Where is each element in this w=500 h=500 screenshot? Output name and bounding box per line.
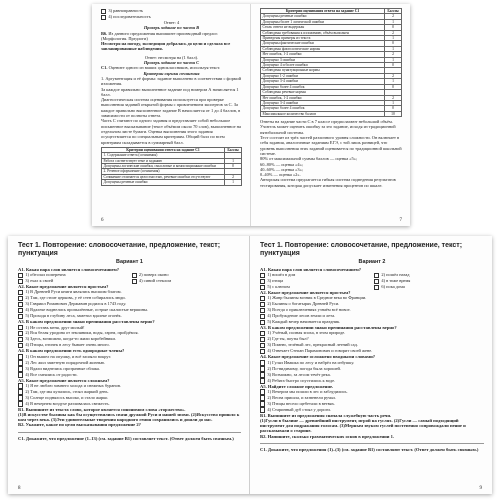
option-label: 1) В Древней Руси книги являлись высшим благом. xyxy=(25,289,122,295)
table-header: Баллы xyxy=(225,147,242,152)
option-label: 1) Учёный, полная эпоха, в этом природе. xyxy=(267,330,346,336)
page-8 xyxy=(8,236,250,494)
question-a5: А5. Какое предложение является сложным? xyxy=(18,377,110,383)
criteria-table xyxy=(101,147,242,186)
table-cell: 0 xyxy=(225,164,242,169)
option-label: 3) Всегда о приключениях узнаём всё новое. xyxy=(267,307,351,313)
question-a3: А3. В каком предложении знаки препинания расставлены верно? xyxy=(260,325,397,331)
table-cell: 1 xyxy=(385,19,402,24)
test-title: Тест 1. Повторение: словосочетание, предложение, текст; пунктуация xyxy=(18,242,221,257)
checkbox-icon[interactable] xyxy=(18,325,23,330)
checkbox-icon[interactable] xyxy=(18,366,23,371)
table-cell: 2 xyxy=(225,174,242,179)
checkbox-icon[interactable] xyxy=(18,401,23,406)
checkbox-icon[interactable] xyxy=(18,290,23,295)
table-cell: 1 xyxy=(385,100,402,105)
checkbox-icon[interactable] xyxy=(260,378,265,383)
page-6 xyxy=(92,4,251,226)
task-text: Оцените одного из ваших одноклассников, используя текст. xyxy=(108,65,221,71)
section-heading: Проверь задание по части С xyxy=(143,60,200,66)
table-cell: Приведены примеры из текста xyxy=(261,36,385,41)
question-a2: А2. Какое предложение является простым? xyxy=(260,290,351,296)
question-b1: В1. Выпишите из текста слово, которое является синонимом слова «торжество». xyxy=(18,406,186,412)
table-cell: 2 xyxy=(385,95,402,100)
table-cell: 1 xyxy=(225,158,242,163)
question-a5: А5. Найдите сложное предложение. xyxy=(260,383,334,389)
table-cell: Допущены фактические ошибки xyxy=(261,41,385,46)
option-label: 2) пошёл назад xyxy=(381,272,410,278)
table-cell: 1 xyxy=(385,79,402,84)
body-paragraph: Тест состоит из трёх частей различного уровня сложности. Он включает в себя задания, аналогичные заданиям ЕГЭ, с той лишь разницей, что уровень выполнения этих заданий оценивается по традиционной школьной системе. xyxy=(260,135,402,156)
checkbox-icon[interactable] xyxy=(18,337,23,342)
option-label: 1) Не оставь меня, друг милый! xyxy=(25,324,85,330)
table-cell: Соблюдены речевые нормы xyxy=(261,90,385,95)
checkbox-icon[interactable] xyxy=(260,314,265,319)
checklist-text: 4) последовательность xyxy=(108,13,151,19)
option-label: 1) Я не люблю зимнего холода и снежных буранов. xyxy=(25,382,122,388)
option-label: 4) Ребята быстро спустились к воде. xyxy=(267,377,336,383)
table-cell: 0 xyxy=(385,41,402,46)
checkbox-icon[interactable] xyxy=(18,389,23,394)
table-cell: Допущено 3-4 ошибки xyxy=(261,100,385,105)
question-a4: А4. В каком предложении есть однородные члены? xyxy=(18,348,125,354)
variant-heading: Вариант 1 xyxy=(116,259,143,265)
table-cell: 1 xyxy=(225,180,242,185)
option-label: 1) обеспал поперечна xyxy=(25,272,66,278)
table-cell: 0 xyxy=(385,25,402,30)
task-b6 xyxy=(101,31,242,42)
checkbox-icon[interactable] xyxy=(260,331,265,336)
page-number: 7 xyxy=(399,218,402,223)
table-header: Критерии оценивания ответа на задание С1 xyxy=(261,9,385,14)
checkbox-icon[interactable] xyxy=(260,337,265,342)
question-a2: А2. Какое предложение является простым? xyxy=(18,284,109,290)
table-cell: 1 xyxy=(385,46,402,51)
checkbox-icon[interactable] xyxy=(260,296,265,301)
table-cell: Допущены речевые ошибки xyxy=(102,180,225,185)
checkbox-icon[interactable] xyxy=(18,360,23,365)
option-label: 2) Былины о богатырях Древней Руси. xyxy=(267,301,340,307)
option-label: 4) Вдалеке виднелись пропылённые, острые скалистые вершины. xyxy=(25,307,149,313)
body-paragraph: Ответы на задание части С в 7 классе предполагают небольшой объём. Учитель может оценить ошибку за это задание, исходя из традиционной пятибалльной системы. xyxy=(260,119,396,135)
answer-b5: Ответ: 4 xyxy=(163,19,180,25)
question-a1: А1. Какая пара слов является словосочетанием? xyxy=(260,267,362,272)
option-label: 4) Старинный дуб стоял у дороги. xyxy=(267,406,331,412)
option-label: 2) Там, где стоит церковь, у её стен собирались люди. xyxy=(25,295,126,301)
checkbox-icon xyxy=(101,9,106,14)
table-header: Баллы xyxy=(385,9,402,14)
question-b2: В2. Укажите, какое по цели высказывания предложение 2? xyxy=(18,422,141,428)
option-label: 2) Весна пришла, и зазвенели ручьи. xyxy=(267,394,336,400)
option-label: 4) Отвечает Степан Парамонович и говорит своей жене. xyxy=(267,348,373,354)
table-cell: Сочинение отличается целостностью, речевые ошибки отсутствуют xyxy=(102,174,225,179)
table-cell: 1 xyxy=(385,57,402,62)
answer-options xyxy=(260,272,484,290)
top-book-spread xyxy=(92,4,410,226)
task-ref: (Морфология. Предлоги) xyxy=(101,35,148,41)
question-b1: В1. Выпишите из предложения сначала служебную часть речи. xyxy=(260,412,392,418)
task-label: С1. xyxy=(101,65,108,71)
option-label: 4) в тоже время xyxy=(381,278,411,284)
table-cell: 0 xyxy=(385,106,402,111)
table-cell: 2 xyxy=(385,30,402,35)
answer-b6: Ответ: несмотря на (1 балл). xyxy=(144,54,199,60)
task-text: Из данного предложения выпишите производный предлог. xyxy=(108,30,218,36)
section-heading: Проверь задание по части В xyxy=(143,25,200,31)
table-cell: 2 xyxy=(385,14,402,19)
table-cell: 10 xyxy=(385,111,402,116)
table-cell: 2 xyxy=(385,52,402,57)
checkbox-icon[interactable] xyxy=(18,354,23,359)
table-row xyxy=(102,180,242,185)
table-cell: Соблюдены фактологические нормы xyxy=(261,46,385,51)
table-cell: 2. Речевое оформление (сочинения) xyxy=(102,169,225,174)
page-9 xyxy=(250,236,492,494)
option-label: 4) Все смеялись от радости. xyxy=(25,371,78,377)
question-c1: С1. Докажите, что предложения (1)–(3) (см. задание В1) составляют текст. (Ответ должен быть связным.) xyxy=(260,447,479,453)
scale-item: 0–40% — оценка «2». xyxy=(260,172,301,178)
table-cell: Допущено 1-2 ошибки xyxy=(261,73,385,78)
option-label: 4) В вечернем воздухе разливалась свежесть. xyxy=(25,400,110,406)
option-label: 2) Там, где мы купались, стоял жаркий день. xyxy=(25,388,109,394)
test-title: Тест 1. Повторение: словосочетание, предложение, текст; пунктуация xyxy=(260,242,463,257)
table-cell: Допущено 3-4 ошибки xyxy=(261,79,385,84)
option-label: 3) Птицы весело щебетали в ветвях. xyxy=(267,400,335,406)
checkbox-icon[interactable] xyxy=(132,279,137,284)
table-cell: Стиль ответа не выдержан xyxy=(261,25,385,30)
table-cell: 2 xyxy=(385,73,402,78)
option-label: 3) Помню, зелёный лес, прекрасный летний сад. xyxy=(267,342,358,348)
checkbox-icon[interactable] xyxy=(260,407,265,412)
checkbox-icon[interactable] xyxy=(18,372,23,377)
page-7 xyxy=(251,4,410,226)
option-label: 3) Возможно, за лесом течёт река. xyxy=(267,371,331,377)
checkbox-icon xyxy=(101,15,106,20)
question-c1: С1. Докажите, что предложение (1–13) (см. задание В1) составляет текст. (Ответ должен быть связным.) xyxy=(18,436,234,442)
quoted-text: (1)В искусстве былины как бы осуществились связи дружной Руси и нашей эпохи. (2)Искусство пришло к нам через века. (3)Эти удивительные творения народного гения сохранились и дошли до нас. xyxy=(18,411,240,423)
table-cell: Нет ошибок, 1-2 ошибки xyxy=(261,52,385,57)
answer-option[interactable] xyxy=(374,284,484,290)
table-cell: Нет ошибок, 1-2 ошибки xyxy=(261,95,385,100)
variant-heading: Вариант 2 xyxy=(358,259,386,265)
scale-item: 40–60% — оценка «3»; xyxy=(260,166,303,172)
body-paragraph: Авторская система предлагается гибкая система подведения результатов тестирования, которая допускает изменения процентов по шкале. xyxy=(260,177,396,188)
table-cell: 0 xyxy=(385,63,402,68)
table-cell: Максимальное количество баллов xyxy=(261,111,385,116)
scale-item: 80% от максимальной суммы баллов — оценка «5»; xyxy=(260,156,358,162)
criteria-paragraph: 1. Аргументация и её формы: задание выполнено в соответствии с формой изложения. xyxy=(101,75,242,87)
checkbox-icon[interactable] xyxy=(260,389,265,394)
table-header: Критерии оценивания ответа на задание С1 xyxy=(102,147,225,152)
option-label: 2) Лес жил заметную порядочной жизнью. xyxy=(25,359,106,365)
option-label: 2) Вся белая уродина от земляники, воды, гарем, пройдёмся. xyxy=(25,330,139,336)
criteria-heading: Критерии оценки сочинения xyxy=(143,70,200,76)
option-label: 5) Каждый вечер начинается праздник. xyxy=(267,319,341,325)
page-number: 6 xyxy=(101,218,104,223)
option-label: 1) Гулял Ивашка по лесу и набрёл на избушку. xyxy=(267,359,355,365)
option-label: 2) По-видимому, погода была хорошей. xyxy=(267,365,341,371)
checkbox-icon[interactable] xyxy=(260,395,265,400)
criteria-paragraph: Часть С считают по одного задания и представляет собой небольшое письменное высказывание (текст объёмом около 70 слов), выполненное на отдельном листе бумаги. Оценка выполнения этого задания осуществляется по специальным критериям. Общий балл по всем критериям складывается в суммарный балл. xyxy=(101,118,241,145)
checkbox-icon[interactable] xyxy=(374,285,379,290)
page-number: 8 xyxy=(18,486,21,491)
option-label: 4) Птицы, птичек в лесу бывает очень много. xyxy=(25,342,110,348)
criteria-table xyxy=(260,8,402,117)
option-label: 3) Вдали виднелись прозрачные облака. xyxy=(25,365,100,371)
checkbox-icon[interactable] xyxy=(260,366,265,371)
table-cell: 0 xyxy=(385,84,402,89)
option-label: 6) пока дома xyxy=(381,284,405,290)
table-cell: Допущено 4 и более ошибки xyxy=(261,63,385,68)
question-a3: А3. В каком предложении знаки препинания расставлены верно? xyxy=(18,319,155,325)
question-a1: А1. Какая пара слов является словосочетанием? xyxy=(18,267,120,272)
checkbox-icon[interactable] xyxy=(260,302,265,307)
table-cell: 1 xyxy=(385,36,402,41)
checkbox-icon[interactable] xyxy=(260,401,265,406)
option-label: 3) ехал к своей xyxy=(25,278,54,284)
checkbox-icon[interactable] xyxy=(260,343,265,348)
checkbox-icon[interactable] xyxy=(18,383,23,388)
table-cell: Работа соответствует теме и заданию xyxy=(102,158,225,163)
checkbox-icon[interactable] xyxy=(260,372,265,377)
scale-item: 60–80% — оценка «4»; xyxy=(260,161,303,167)
page-number: 9 xyxy=(479,486,482,491)
checkbox-icon[interactable] xyxy=(18,302,23,307)
option-label: 1) Жанр былины возник в Средние века во Франции. xyxy=(267,295,367,301)
criteria-paragraph: Диагностическая система оценивания используется при проверке выполнения заданий открытой формы с привлечением экспертов за С. За каждое правильно выполненное задание В начисляется от 1 до 4 баллов, в зависимости от полноты ответа. xyxy=(101,97,241,119)
task-label: В6. xyxy=(101,30,108,36)
table-cell: Допущено более 4 ошибок xyxy=(261,84,385,89)
option-label: 4) Пробуждение лесов земли и лета. xyxy=(267,313,336,319)
table-cell: Допущены более 1 логической ошибки xyxy=(261,19,385,24)
criteria-paragraph: За каждое правильно выполненное задание под номером А начисляется 1 балл. xyxy=(101,86,239,97)
checkbox-icon[interactable] xyxy=(18,395,23,400)
table-cell: Соблюдены пунктуационные нормы xyxy=(261,68,385,73)
option-label: 2) Где ты, поуты был? xyxy=(267,336,309,342)
option-label: 1) вошёл в дом xyxy=(267,272,296,278)
option-label: 2) поверх оконо xyxy=(138,272,169,278)
answer-options xyxy=(18,272,241,284)
table-cell: Допущено более 4 ошибок xyxy=(261,106,385,111)
option-label: 4) синий стеклом xyxy=(138,278,172,284)
checkbox-icon[interactable] xyxy=(18,308,23,313)
checkbox-icon[interactable] xyxy=(18,296,23,301)
bottom-book-spread xyxy=(8,236,492,494)
example-sentence: Несмотря на погоду, экспедиция добралась до цели и сделала все запланированные наблюдения. xyxy=(101,41,231,52)
table-cell: Допущены речевые ошибки xyxy=(261,14,385,19)
table-cell: Допущено 3 ошибки xyxy=(261,57,385,62)
table-cell: Соблюдены требования к изложению, объём выполнен xyxy=(261,30,385,35)
answer-option[interactable] xyxy=(132,278,242,284)
table-cell: Допущены логические ошибки, смысловые и композиционные ошибки xyxy=(102,164,225,169)
checklist-text: 3) равноправность xyxy=(108,8,143,13)
option-label: 3) Здесь, возможно, когда-то жили коробейники. xyxy=(25,336,116,342)
option-label: 1) Он вышел на опушку, и всё засияло вокруг. xyxy=(25,353,112,359)
table-cell: 1. Содержание ответа (сочинения) xyxy=(102,153,225,158)
option-label: 5) с ключом xyxy=(267,284,290,290)
option-label: 3) птица xyxy=(267,278,284,284)
checkbox-icon[interactable] xyxy=(18,331,23,336)
option-label: 5) Проходя в глубину леса, заметил вдалеке огонёк. xyxy=(25,313,122,319)
checkbox-icon[interactable] xyxy=(260,360,265,365)
option-label: 3) Гавриил Романович Державин родился в 1743 году. xyxy=(25,301,127,307)
option-label: 1) Вечером мы пошли в лес и заблудились. xyxy=(267,388,348,394)
question-b2: В2. Напишите, сколько грамматических основ в предложении 1. xyxy=(260,433,395,439)
table-row xyxy=(261,111,402,116)
quoted-text: (1)Гусли в былине — древнейший инструмент, игрой на гуслях. (2)Гусли — самый подходящий инструмент для подражания голосам. (3)Мерным звуком гуслей постепенно сопровождали пение и рассказывали о старине. xyxy=(260,417,466,434)
question-a4: А4. Какое предложение осложнено вводными словами? xyxy=(260,354,376,360)
checkbox-icon[interactable] xyxy=(260,308,265,313)
option-label: 3) Солнце поднялось высоко, и стало жарко. xyxy=(25,394,109,400)
